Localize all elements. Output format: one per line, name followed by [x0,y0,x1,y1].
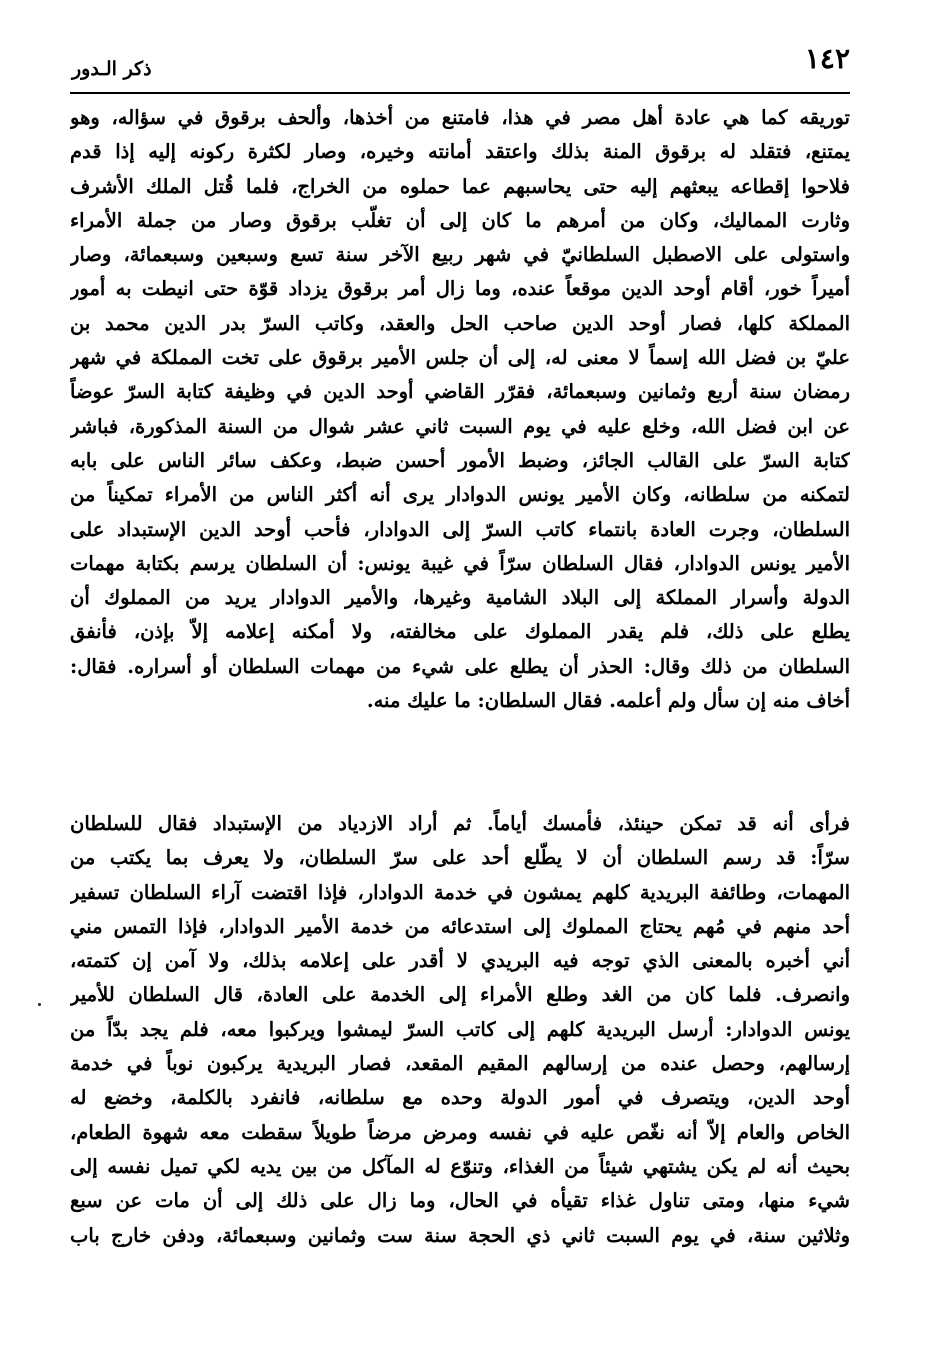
text-line: بحيث أنه لم يكن يشتهي شيئاً من الغذاء، وتنوّع له المآكل من بين يديه لكي تميل نفسه إلى [70,1154,850,1178]
text-line: رمضان سنة أربع وثمانين وسبعمائة، فقرّر القاضي أوحد الدين في وظيفة كتابة السرّ عوضاً [70,380,850,404]
text-line: عليّ بن فضل الله إسماً لا معنى له، إلى أن جلس الأمير برقوق على تخت المملكة في شهر [70,346,850,370]
text-line: كتابة السرّ على القالب الجائز، وضبط الأمور أحسن ضبط، وعكف سائر الناس على بابه [70,448,850,472]
text-line: يمتنع، فتقلد له برقوق المنة بذلك واعتقد أمانته وخيره، وصار لكثرة ركونه إليه إذا قدم [70,140,850,164]
text-line: المهمات، وطائفة البريدية كلهم يمشون في خدمة الدوادار، فإذا اقتضت آراء السلطان تسفير [70,880,850,904]
text-line: وثلاثين سنة، في يوم السبت ثاني ذي الحجة سنة ست وثمانين وسبعمائة، ودفن خارج باب [70,1223,850,1247]
text-line: توريقه كما هي عادة أهل مصر في هذا، فامتنع من أخذها، وألحف برقوق في سؤاله، وهو [70,106,850,129]
text-line: فرأى أنه قد تمكن حينئذ، فأمسك أياماً. ثم أراد الازدياد من الإستبداد فقال للسلطان [70,812,850,835]
text-line: الدولة وأسرار المملكة إلى البلاد الشامية وغيرها، والأمير الدوادار يريد من المملوك أن [70,586,850,610]
text-line: سرّاً: قد رسم السلطان أن لا يطّلع أحد على سرّ السلطان، ولا يعرف بما يكتب من [70,846,850,870]
page-number: ١٤٢ [804,42,850,75]
text-line: إرسالهم، وحصل عنده من إرسالهم المقيم المقعد، فصار البريدية يركبون نوباً في خدمة [70,1052,850,1076]
text-line: شيء منها، ومتى تناول غذاء تقيأه في الحال، وما زال على ذلك إلى أن مات عن سبع [70,1189,850,1213]
running-title: ذكر الـدور [72,58,152,80]
text-line: وثارت المماليك، وكان من أمرهم ما كان إلى أن تغلّب برقوق وصار من جملة الأمراء [70,208,850,232]
text-line: لتمكنه من سلطانه، وكان الأمير يونس الدوادار يرى أنه أكثر الناس من الأمراء تمكيناً من [70,483,850,507]
text-line: أميراً خور، أقام أوحد الدين موقعاً عنده، وما زال أمر برقوق يزداد قوّة حتى انيطت به أمور [70,277,850,301]
text-line: واستولى على الاصطبل السلطانيّ في شهر ربيع الآخر سنة تسع وسبعين وسبعمائة، وصار [70,243,850,267]
paragraph-2 [70,807,850,1253]
text-line: وانصرف. فلما كان من الغد وطلع الأمراء إلى الخدمة على العادة، قال السلطان للأمير [70,983,850,1007]
text-line: أحد منهم في مُهم يحتاج المملوك إلى استدعائه من خدمة الأمير الدوادار، فإذا التمس مني [70,914,850,938]
text-line: الخاص والعام إلاّ أنه نغّص عليه في نفسه ومرض مرضاً طويلاً سقطت معه شهوة الطعام، [70,1120,850,1144]
page-header [70,42,850,86]
text-line: فلاحوا إقطاعه يبعثهم إليه حتى يحاسبهم عما حملوه من الخراج، فلما قُتل الملك الأشرف [70,174,850,198]
text-line: السلطان من ذلك وقال: الحذر أن يطلع على شيء من مهمات السلطان أو أسراره. فقال: [70,654,850,678]
text-line: أخاف منه إن سأل ولم أعلمه. فقال السلطان: ما عليك منه. [366,689,850,713]
header-rule [70,92,850,94]
text-line: عن ابن فضل الله، وخلع عليه في يوم السبت ثاني عشر شوال من السنة المذكورة، فباشر [70,414,850,438]
text-line: أوحد الدين، ويتصرف في أمور الدولة وحده مع سلطانه، فانفرد بالكلمة، وخضع له [70,1086,850,1110]
text-line: السلطان، وجرت العادة بانتماء كاتب السرّ إلى الدوادار، فأحب أوحد الدين الإستبداد على [70,517,850,541]
text-line: أني أخبره بالمعنى الذي توجه فيه البريدي لا أقدر على إعلامه بذلك، ولا آمن إن كتمته، [70,949,850,973]
paragraph-1 [70,101,850,718]
text-line: يطلع على ذلك، فلم يقدر المملوك على مخالفته، ولا أمكنه إعلامه إلاّ بإذن، فأنفق [70,620,850,644]
text-line: الأمير يونس الدوادار، فقال السلطان سرّاً في غيبة يونس: أن السلطان يرسم بكتابة مهمات [70,551,850,575]
text-line: يونس الدوادار: أرسل البريدية كلهم إلى كاتب السرّ ليمشوا ويركبوا معه، فلم يجد بدّاً من [70,1017,850,1041]
scan-speck [38,1003,41,1006]
text-line: المملكة كلها، فصار أوحد الدين صاحب الحل والعقد، وكاتب السرّ بدر الدين محمد بن [70,311,850,335]
